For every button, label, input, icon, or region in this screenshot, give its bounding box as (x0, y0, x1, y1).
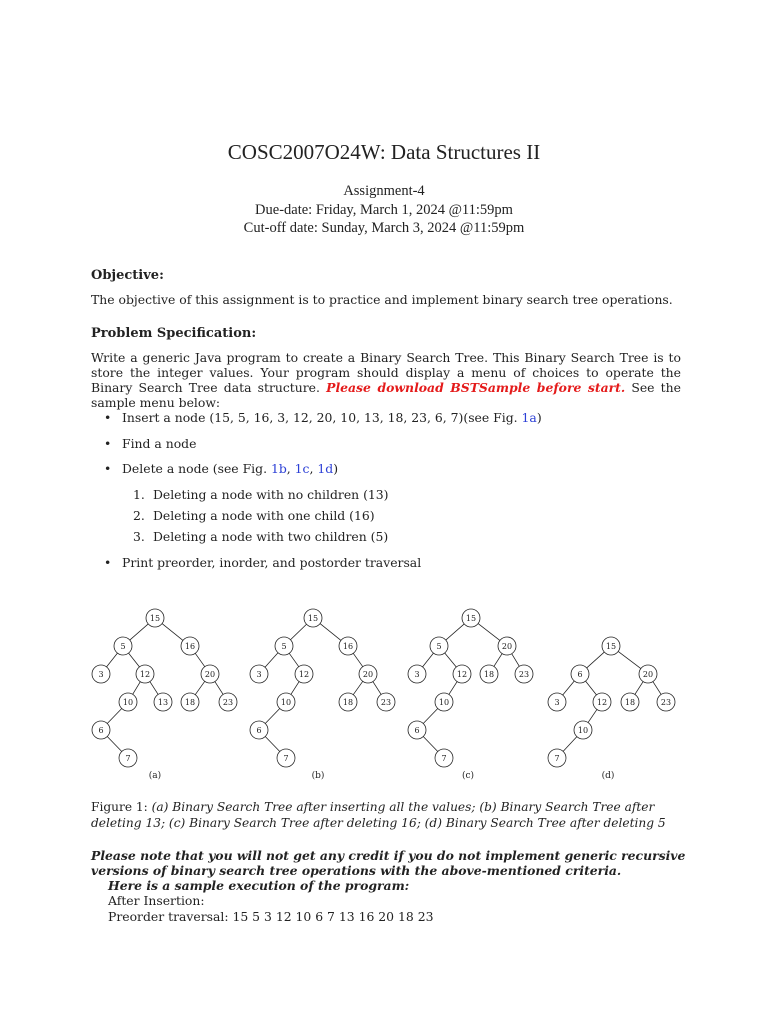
tree-node-label: 6 (577, 670, 583, 679)
tree-label: (a) (148, 771, 162, 781)
problem-text (91, 350, 681, 410)
tree-node-label: 12 (596, 698, 608, 707)
tree-edge (107, 653, 118, 667)
tree-node-label: 3 (98, 670, 104, 679)
tree-node-label: 12 (298, 670, 310, 679)
tree-edge (512, 654, 520, 667)
tree-node-label: 7 (441, 754, 447, 763)
cutoff-date: Cut-off date: Sunday, March 3, 2024 @11:59pm (243, 220, 525, 236)
tree-node-label: 12 (456, 670, 468, 679)
delete-case (133, 508, 375, 523)
tree-1 (92, 609, 237, 781)
assignment-number: Assignment-4 (343, 183, 425, 199)
figure-link-1d[interactable]: 1d (317, 461, 334, 476)
tree-edge (265, 708, 280, 723)
tree-edge (653, 682, 661, 695)
menu-item-after: ) (333, 461, 339, 476)
tree-node-label: 6 (414, 726, 420, 735)
tree-edge (291, 682, 299, 695)
after-insertion-label: After Insertion: (108, 893, 205, 908)
tree-node-label: 16 (342, 642, 354, 651)
delete-case (133, 529, 388, 544)
tree-edge (215, 682, 223, 695)
tree-node-label: 10 (438, 698, 450, 707)
tree-node-label: 20 (362, 670, 374, 679)
objective-text: The objective of this assignment is to practice and implement binary search tree operations. (91, 292, 673, 307)
tree-edge (353, 681, 363, 694)
objective-heading: Objective: (91, 268, 164, 283)
tree-node-label: 18 (483, 670, 495, 679)
menu-item-text: Find a node (122, 436, 197, 451)
due-date: Due-date: Friday, March 1, 2024 @11:59pm (255, 202, 513, 218)
tree-edge (320, 624, 341, 641)
case-text: Deleting a node with two children (5) (152, 529, 389, 544)
tree-edge (588, 709, 597, 722)
document-page: COSC2007O24W: Data Structures II Assignment-4 Due-date: Friday, March 1, 2024 @11:59pm Cut-off date: Sunday, March 3, 2024 @11:59pm Objective: The objective of this assignment is to practice and implement binary search tree operations. Problem Specification: Write a generic Java program to create a Binary Search Tree. This Binary Search Tree is to store the integer values. Your program should display a menu of choices to operate the Binary Search Tree data structure. Please download BSTSample before start. See the sample menu below: • Insert a node (15, 5, 16, 3, 12, 20, 10, 13, 18, 23, 6, 7)(see Fig. 1a) • Find a node • Delete a node (see Fig. 1b, 1c, 1d) 1. Deleting a node with no children (13) 2. Deleting a node with one child (16) 3. Deleting a node with two children (5) • Print preorder, inorder, and postorder traversal 15 5 16 3 12 20 10 13 18 23 6 7 (a) 15 5 16 3 12 20 10 18 23 6 7 (b) 15 5 20 3 12 18 23 10 6 7 (c) 15 6 20 3 12 18 23 10 7 (d) Figure 1: (a) Binary Search Tree after inserting all the values; (b) Binary Search Tree after deleting 13; (c) Binary Search Tree after deleting 16; (d) Binary Search Tree after deleting 5 Please note that you will not get any credit if you do not implement generic recursive versions of binary search tree operations with the above-mentioned criteria. Here is a sample execution of the program: After Insertion: Preorder traversal: 15 5 3 12 10 6 7 13 16 20 18 23 (0, 0, 768, 1024)
tree-3 (408, 609, 533, 781)
tree-node-label: 6 (256, 726, 262, 735)
credit-note-text: Please note that you will not get any credit if you do not implement generic recursive versions of binary search tree operations with the above-mentioned criteria. (91, 848, 686, 878)
figure-link-1c[interactable]: 1c (294, 461, 310, 476)
tree-node-label: 7 (554, 754, 560, 763)
tree-edge (130, 624, 148, 640)
tree-edge (423, 708, 438, 723)
case-text: Deleting a node with one child (16) (152, 508, 375, 523)
delete-case (133, 487, 389, 502)
tree-edge (445, 653, 457, 667)
download-note[interactable]: Please download BSTSample before start. (326, 380, 626, 395)
tree-edge (129, 653, 140, 667)
case-number: 1. (133, 487, 145, 502)
case-text: Deleting a node with no children (13) (152, 487, 389, 502)
preorder-output: Preorder traversal: 15 5 3 12 10 6 7 13 16 20 18 23 (108, 909, 434, 924)
tree-node-label: 23 (222, 698, 234, 707)
menu-item-text: Print preorder, inorder, and postorder traversal (122, 555, 422, 570)
credit-note (91, 848, 691, 893)
tree-edge (353, 653, 363, 666)
tree-edge (265, 736, 280, 751)
tree-node-label: 18 (342, 698, 354, 707)
problem-line-2: values. Your program should display a menu of choices to operate the Binary Search Tree data structure. (91, 365, 681, 395)
tree-node-label: 10 (577, 726, 589, 735)
figure-link-1b[interactable]: 1b (270, 461, 287, 476)
tree-edge (265, 653, 278, 668)
tree-edge (107, 736, 122, 751)
tree-edge (107, 708, 122, 723)
tree-node-label: 5 (436, 642, 442, 651)
tree-edge (150, 682, 158, 695)
caption-prefix: Figure 1: (91, 800, 152, 814)
tree-node-label: 18 (624, 698, 636, 707)
tree-edge (423, 736, 438, 751)
tree-node-label: 3 (256, 670, 262, 679)
menu-item-text: Delete a node (see Fig. (122, 461, 271, 476)
case-number: 2. (133, 508, 145, 523)
menu-item-text: Insert a node (15, 5, 16, 3, 12, 20, 10, 13, 18, 23, 6, 7)(see Fig. (122, 410, 522, 425)
tree-edge (446, 624, 464, 640)
tree-node-label: 6 (98, 726, 104, 735)
tree-edge (618, 651, 641, 668)
bullet-icon: • (104, 436, 112, 451)
tree-edge (373, 682, 381, 695)
tree-node-label: 5 (120, 642, 126, 651)
tree-node-label: 15 (307, 614, 319, 623)
tree-edge (586, 681, 597, 695)
tree-edge (563, 737, 577, 752)
bullet-icon: • (104, 461, 112, 476)
tree-node-label: 23 (518, 670, 530, 679)
tree-edge (423, 653, 434, 667)
tree-edge (478, 624, 500, 641)
tree-node-label: 15 (605, 642, 617, 651)
after-note: See the sample menu below: (91, 380, 681, 410)
tree-edge (449, 682, 457, 695)
tree-edge (494, 654, 502, 667)
sample-heading: Here is a sample execution of the program: (108, 878, 410, 893)
tree-edge (195, 681, 205, 694)
figure-link-1a[interactable]: 1a (521, 410, 537, 425)
tree-node-label: 5 (281, 642, 287, 651)
tree-edge (563, 681, 575, 695)
menu-item-after: ) (536, 410, 542, 425)
tree-node-label: 15 (149, 614, 161, 623)
figure-caption (91, 799, 681, 831)
tree-edge (587, 652, 605, 668)
problem-line-1: Write a generic Java program to create a Binary Search Tree. This Binary Search Tree is to store the integer (91, 350, 681, 380)
tree-edge (195, 653, 205, 666)
tree-node-label: 16 (184, 642, 196, 651)
tree-node-label: 3 (554, 698, 560, 707)
tree-node-label: 12 (139, 670, 151, 679)
tree-node-label: 20 (642, 670, 654, 679)
tree-node-label: 3 (414, 670, 420, 679)
tree-node-label: 7 (283, 754, 289, 763)
caption-text: (a) Binary Search Tree after inserting all the values; (b) Binary Search Tree after deleting 13; (c) Binary Search Tree after deleting 16; (d) Binary Search Tree after deleting 5 (91, 800, 666, 830)
tree-label: (d) (601, 771, 615, 781)
tree-node-label: 18 (184, 698, 196, 707)
tree-edge (162, 624, 183, 641)
tree-4 (548, 637, 675, 781)
bst-figure (80, 600, 700, 795)
problem-heading: Problem Specification: (91, 326, 257, 341)
tree-label: (c) (461, 771, 475, 781)
tree-node-label: 10 (122, 698, 134, 707)
tree-node-label: 20 (501, 642, 513, 651)
tree-node-label: 20 (204, 670, 216, 679)
tree-node-label: 23 (380, 698, 392, 707)
tree-2 (250, 609, 395, 781)
case-number: 3. (133, 529, 145, 544)
tree-edge (133, 682, 141, 695)
tree-node-label: 10 (280, 698, 292, 707)
tree-edge (289, 653, 299, 666)
tree-node-label: 15 (465, 614, 477, 623)
tree-node-label: 7 (125, 754, 131, 763)
tree-node-label: 23 (660, 698, 672, 707)
tree-edge (635, 682, 643, 695)
bullet-icon: • (104, 410, 112, 425)
document-title: COSC2007O24W: Data Structures II (227, 140, 541, 164)
tree-node-label: 13 (157, 698, 169, 707)
bullet-icon: • (104, 555, 112, 570)
tree-label: (b) (311, 771, 325, 781)
tree-edge (290, 624, 306, 639)
